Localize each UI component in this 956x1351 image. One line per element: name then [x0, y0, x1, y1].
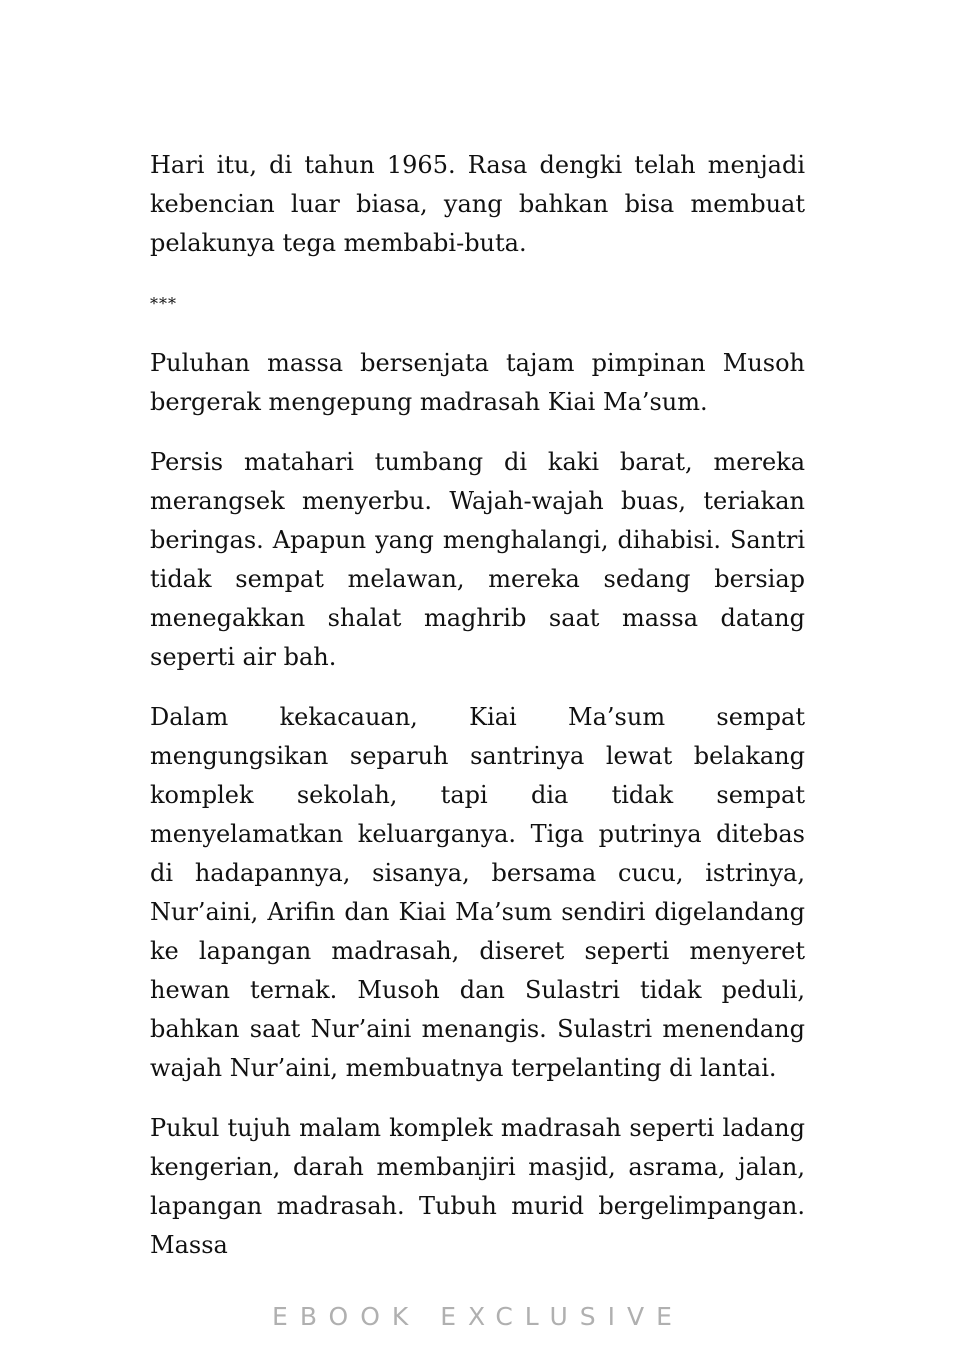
page-text-body: [150, 146, 805, 1286]
paragraph-5: Pukul tujuh malam komplek madrasah seperti ladang kengerian, darah membanjiri masjid, asrama, jalan, lapangan madrasah. Tubuh murid bergelimpangan. Massa: [150, 1114, 805, 1259]
paragraph-2: Puluhan massa bersenjata tajam pimpinan Musoh bergerak mengepung madrasah Kiai Ma’sum.: [150, 349, 805, 416]
paragraph-3: Persis matahari tumbang di kaki barat, mereka merangsek menyerbu. Wajah-wajah buas, teriakan beringas. Apapun yang menghalangi, dihabisi. Santri tidak sempat melawan, mereka sedang bersiap menegakkan shalat maghrib saat massa datang seperti air bah.: [150, 448, 805, 671]
paragraph-4: Dalam kekacauan, Kiai Ma’sum sempat mengungsikan separuh santrinya lewat belakang komplek sekolah, tapi dia tidak sempat menyelamatkan keluarganya. Tiga putrinya ditebas di hadapannya, sisanya, bersama cucu, istrinya, Nur’aini, Arifin dan Kiai Ma’sum sendiri digelandang ke lapangan madrasah, diseret seperti menyeret hewan ternak. Musoh dan Sulastri tidak peduli, bahkan saat Nur’aini menangis. Sulastri menendang wajah Nur’aini, membuatnya terpelanting di lantai.: [150, 703, 805, 1082]
scene-separator: ***: [150, 294, 177, 313]
paragraph-1: Hari itu, di tahun 1965. Rasa dengki telah menjadi kebencian luar biasa, yang bahkan bisa membuat pelakunya tega membabi-buta.: [150, 151, 805, 257]
page-footer-watermark: EBOOK EXCLUSIVE: [272, 1302, 684, 1331]
